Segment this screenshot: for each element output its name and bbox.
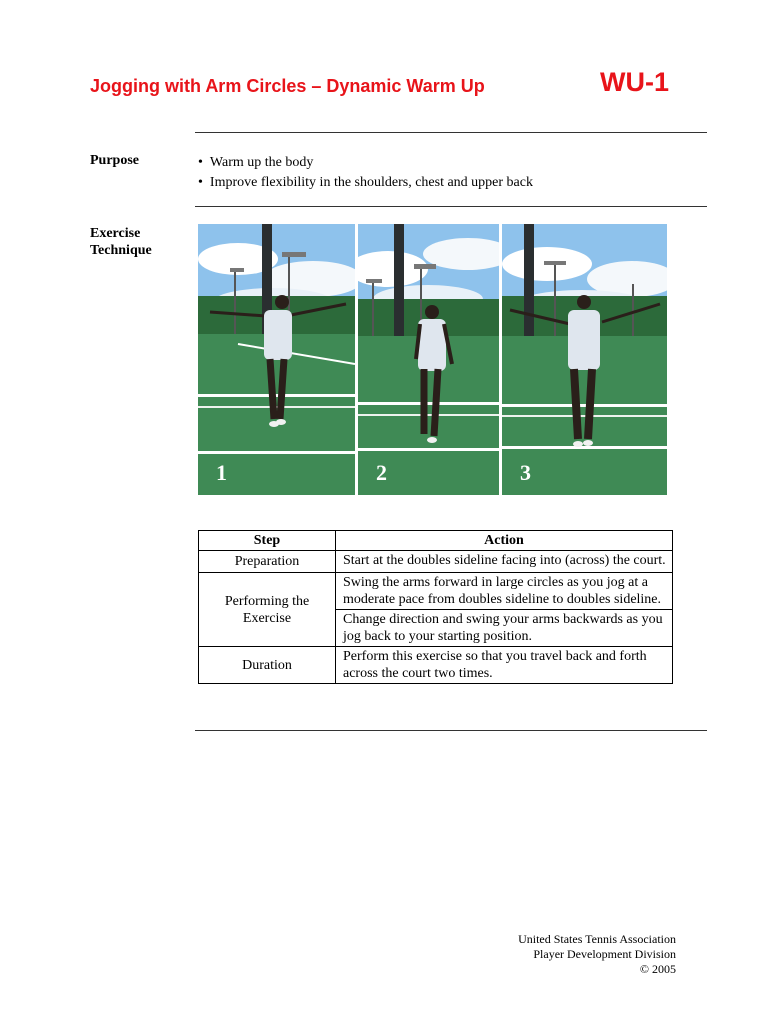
photo-number-2: 2 [376, 460, 387, 485]
technique-label-line1: Exercise [90, 226, 141, 241]
page-title: Jogging with Arm Circles – Dynamic Warm Up [90, 76, 485, 96]
action-cell: Change direction and swing your arms backwards as you jog back to your starting position. [336, 610, 673, 647]
divider-middle [195, 206, 707, 207]
table-row [199, 573, 673, 610]
divider-top [195, 132, 707, 133]
footer-copyright: © 2005 [639, 962, 676, 976]
steps-table [198, 530, 673, 684]
table-header-row [199, 531, 673, 551]
exercise-code: WU-1 [600, 67, 669, 97]
photo-number-1: 1 [216, 460, 227, 485]
footer-credit [518, 932, 676, 977]
step-column-header: Step [199, 531, 336, 551]
action-cell: Swing the arms forward in large circles as you jog at a moderate pace from doubles sideline to doubles sideline. [336, 573, 673, 610]
purpose-list [198, 153, 533, 193]
photo-number-3: 3 [520, 460, 531, 485]
technique-label [90, 225, 152, 259]
exercise-photo-2 [358, 224, 499, 495]
exercise-photo-1 [198, 224, 355, 495]
exercise-photo-3 [502, 224, 667, 495]
purpose-item: • Improve flexibility in the shoulders, chest and upper back [198, 173, 533, 193]
action-cell: Start at the doubles sideline facing into (across) the court. [336, 551, 673, 573]
action-column-header: Action [336, 531, 673, 551]
technique-label-line2: Technique [90, 243, 152, 258]
divider-bottom [195, 730, 707, 731]
footer-division: Player Development Division [533, 947, 676, 961]
table-row [199, 551, 673, 573]
purpose-item: • Warm up the body [198, 153, 533, 173]
action-cell: Perform this exercise so that you travel back and forth across the court two times. [336, 647, 673, 684]
step-cell: Preparation [199, 551, 336, 573]
purpose-label: Purpose [90, 153, 139, 168]
footer-organization: United States Tennis Association [518, 932, 676, 946]
step-cell: Performing the Exercise [199, 573, 336, 647]
table-row [199, 647, 673, 684]
step-cell: Duration [199, 647, 336, 684]
